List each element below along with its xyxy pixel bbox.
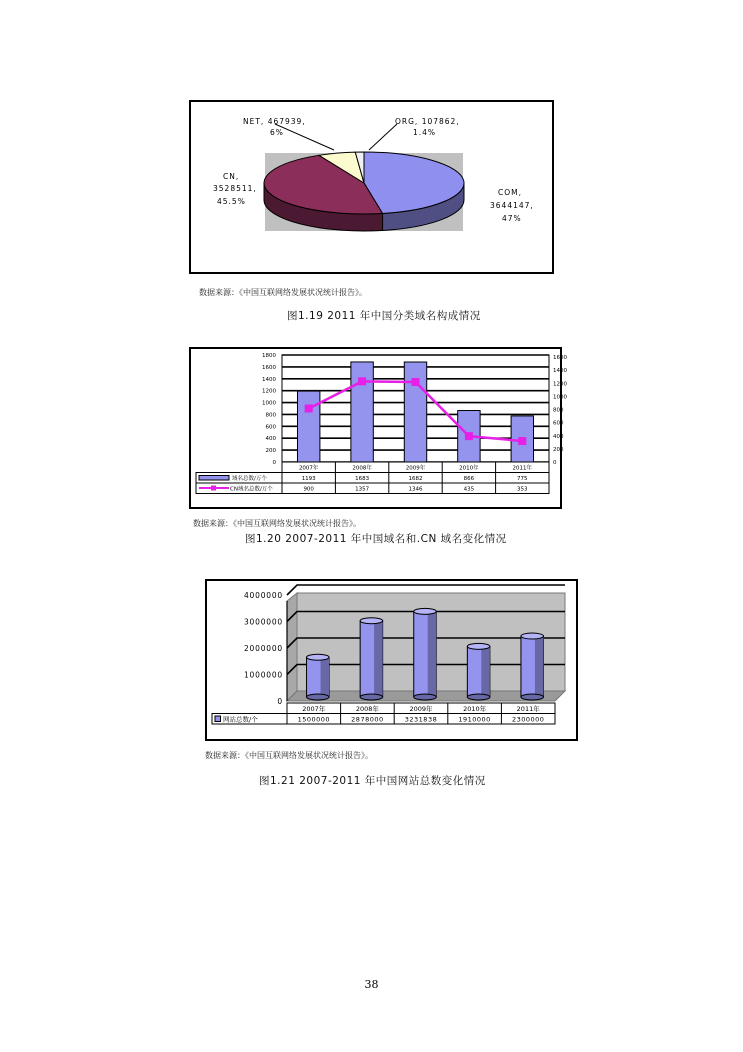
domain-chart <box>191 349 567 507</box>
table-cell: 900 <box>303 486 314 493</box>
x-tick-label: 2009年 <box>409 705 433 713</box>
y-tick-label: 1000 <box>262 400 276 407</box>
y-tick-label: 4000000 <box>243 591 283 600</box>
line-marker-1 <box>358 377 366 385</box>
y-tick-label: 1000000 <box>243 670 283 680</box>
y-tick-label: 1600 <box>262 364 276 371</box>
y2-tick-label: 200 <box>553 446 564 453</box>
pie-label-com-line2: 3644147, <box>490 201 534 210</box>
figure-1-19-source: 数据来源：《中国互联网络发展状况统计报告》。 <box>199 288 367 297</box>
y2-tick-label: 1600 <box>553 355 567 361</box>
pie-label-org-line1: ORG, 107862, <box>395 117 460 126</box>
cylinder-top-4 <box>521 633 544 639</box>
y2-tick-label: 600 <box>553 420 564 427</box>
figure-1-21-source: 数据来源：《中国互联网络发展状况统计报告》。 <box>205 751 373 760</box>
pie-label-net-line2: 6% <box>270 128 284 137</box>
x-tick-label: 2008年 <box>355 705 379 713</box>
y-tick-label: 800 <box>265 412 276 419</box>
y2-tick-label: 0 <box>553 460 557 466</box>
website-chart <box>207 581 576 739</box>
cylinder-shade-4 <box>535 636 544 697</box>
pie-label-org-line2: 1.4% <box>413 128 437 137</box>
y2-tick-label: 1200 <box>553 381 567 388</box>
line-marker-4 <box>518 437 526 445</box>
line-marker-2 <box>412 378 420 386</box>
legend-label-domain: 域名总数/万个 <box>232 476 267 482</box>
bar-domain-2 <box>404 362 426 462</box>
y-tick-label: 3000000 <box>243 617 283 627</box>
pie-label-cn-line2: 3528511, <box>213 184 257 193</box>
x-tick-label: 2009年 <box>405 465 426 472</box>
table-cell: 1683 <box>355 476 370 482</box>
y-tick-label: 0 <box>277 697 283 706</box>
y-tick-label: 2000000 <box>243 644 283 653</box>
cylinder-shade-0 <box>321 657 330 697</box>
y-tick-label: 1200 <box>262 388 276 395</box>
table-cell: 1500000 <box>297 715 331 724</box>
table-cell: 435 <box>463 486 475 493</box>
table-cell: 1357 <box>355 486 370 493</box>
legend-key-website <box>215 716 221 722</box>
table-cell: 866 <box>463 476 475 482</box>
legend-label-website: 网站总数/个 <box>223 715 258 724</box>
pie-label-cn-line1: CN, <box>223 172 240 181</box>
table-cell: 3231838 <box>404 715 438 724</box>
cylinder-top-2 <box>414 608 437 614</box>
line-marker-3 <box>465 432 473 440</box>
y-tick-label: 600 <box>265 424 276 431</box>
cylinder-shade-3 <box>481 646 490 697</box>
y2-tick-label: 800 <box>553 407 564 414</box>
pie-label-cn-line3: 45.5% <box>217 197 246 206</box>
y-tick-label: 200 <box>265 448 276 455</box>
table-cell: 1346 <box>408 486 423 493</box>
pie-label-com-line1: COM, <box>498 188 522 197</box>
x-tick-label: 2007年 <box>302 705 326 713</box>
leader-line-org <box>369 124 397 150</box>
x-tick-label: 2011年 <box>512 465 533 472</box>
x-tick-label: 2007年 <box>298 465 319 472</box>
cylinder-shade-2 <box>428 611 437 697</box>
x-tick-label: 2010年 <box>463 705 487 713</box>
website-chart-frame <box>205 579 578 741</box>
cylinder-base-4 <box>521 694 544 700</box>
pie-chart-frame <box>189 100 554 274</box>
y2-tick-label: 400 <box>553 433 564 440</box>
cylinder-base-3 <box>467 694 490 700</box>
line-marker-0 <box>305 405 313 413</box>
figure-1-21-caption: 图1.21 2007-2011 年中国网站总数变化情况 <box>259 775 486 787</box>
bar-domain-1 <box>351 362 373 462</box>
y2-tick-label: 1400 <box>553 368 567 375</box>
table-cell: 353 <box>517 486 528 493</box>
page-number: 38 <box>364 978 379 991</box>
pie-label-net-line1: NET, 467939, <box>243 117 306 126</box>
y-tick-label: 400 <box>265 436 276 443</box>
table-cell: 1910000 <box>458 715 491 724</box>
legend-key-domain <box>199 476 229 481</box>
y-tick-label: 0 <box>272 460 276 466</box>
table-cell: 1193 <box>301 476 316 482</box>
table-cell: 1682 <box>408 476 423 482</box>
cylinder-base-0 <box>307 694 330 700</box>
table-cell: 2300000 <box>511 715 545 724</box>
figure-1-19-caption: 图1.19 2011 年中国分类域名构成情况 <box>287 310 481 322</box>
domain-chart-frame <box>189 347 567 509</box>
pie-chart <box>191 102 552 272</box>
y2-tick-label: 1000 <box>553 394 567 401</box>
cylinder-top-3 <box>467 643 490 649</box>
x-tick-label: 2011年 <box>516 705 540 713</box>
y-tick-label: 1400 <box>262 376 276 383</box>
legend-label-cn: CN域名总数/万个 <box>230 486 273 493</box>
x-tick-label: 2008年 <box>352 465 372 472</box>
figure-1-20-source: 数据来源：《中国互联网络发展状况统计报告》。 <box>193 519 361 528</box>
table-cell: 775 <box>517 476 528 482</box>
pie-label-com-line3: 47% <box>502 214 522 223</box>
cylinder-base-1 <box>360 694 383 700</box>
legend-key-cn-marker <box>211 486 216 491</box>
figure-1-20-caption: 图1.20 2007-2011 年中国域名和.CN 域名变化情况 <box>245 533 507 545</box>
table-cell: 2878000 <box>351 715 384 724</box>
cylinder-shade-1 <box>374 621 383 697</box>
y-tick-label: 1800 <box>262 353 276 359</box>
x-tick-label: 2010年 <box>459 465 479 472</box>
cylinder-base-2 <box>414 694 437 700</box>
cylinder-top-0 <box>307 654 330 660</box>
bar-domain-0 <box>297 391 319 462</box>
cylinder-top-1 <box>360 618 383 624</box>
